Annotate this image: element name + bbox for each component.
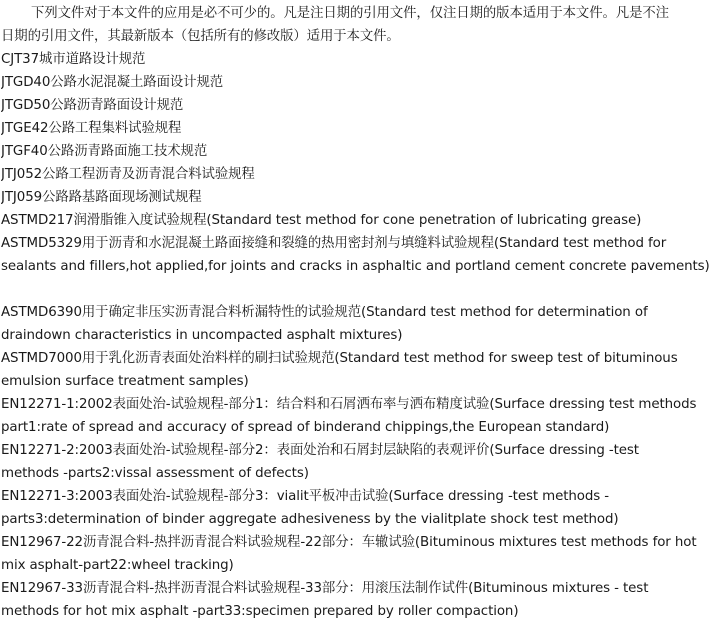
reference-line: methods -parts2:vissal assessment of defects)	[1, 466, 309, 481]
reference-line: JTGF40公路沥青路面施工技术规范	[1, 144, 208, 159]
reference-line: EN12967-33沥青混合料-热拌沥青混合料试验规程-33部分：用滚压法制作试件(Bituminous mixtures - test	[1, 581, 649, 596]
reference-line: ASTMD5329用于沥青和水泥混凝土路面接缝和裂缝的热用密封剂与填缝料试验规程(Standard test method for	[1, 236, 667, 251]
reference-line: JTGE42公路工程集料试验规程	[1, 121, 182, 136]
reference-line: ASTMD7000用于乳化沥青表面处治料样的刷扫试验规范(Standard test method for sweep test of bituminous	[1, 351, 678, 366]
intro-line-1: 下列文件对于本文件的应用是必不可少的。凡是注日期的引用文件，仅注日期的版本适用于本文件。凡是不注	[31, 6, 669, 21]
reference-line: EN12271-1:2002表面处治-试验规程-部分1：结合料和石屑洒布率与洒布精度试验(Surface dressing test methods	[1, 397, 697, 412]
reference-line: sealants and fillers,hot applied,for joints and cracks in asphaltic and portland cement concrete pavements)	[1, 259, 710, 274]
reference-line: JTJ052公路工程沥青及沥青混合料试验规程	[1, 167, 255, 182]
reference-line: emulsion surface treatment samples)	[1, 374, 249, 389]
reference-line: EN12271-3:2003表面处治-试验规程-部分3：vialit平板冲击试验(Surface dressing -test methods -	[1, 489, 610, 504]
reference-line: ASTMD217润滑脂锥入度试验规程(Standard test method for cone penetration of lubricating grease)	[1, 213, 642, 228]
reference-line: ASTMD6390用于确定非压实沥青混合料析漏特性的试验规范(Standard test method for determination of	[1, 305, 648, 320]
reference-line: CJT37城市道路设计规范	[1, 52, 146, 67]
reference-line: JTJ059公路路基路面现场测试规程	[1, 190, 202, 205]
reference-line: JTGD50公路沥青路面设计规范	[1, 98, 184, 113]
reference-line: EN12271-2:2003表面处治-试验规程-部分2：表面处治和石屑封层缺陷的表观评价(Surface dressing -test	[1, 443, 639, 458]
reference-line: draindown characteristics in uncompacted asphalt mixtures)	[1, 328, 403, 343]
blank-line	[1, 278, 719, 301]
reference-line: mix asphalt-part22:wheel tracking)	[1, 558, 234, 573]
intro-line-2: 日期的引用文件，其最新版本（包括所有的修改版）适用于本文件。	[1, 29, 400, 44]
reference-line: methods for hot mix asphalt -part33:specimen prepared by roller compaction)	[1, 604, 519, 619]
reference-line: EN12967-22沥青混合料-热拌沥青混合料试验规程-22部分：车辙试验(Bituminous mixtures test methods for hot	[1, 535, 697, 550]
reference-line: JTGD40公路水泥混凝土路面设计规范	[1, 75, 224, 90]
reference-line: part1:rate of spread and accuracy of spread of binderand chippings,the European standard)	[1, 420, 610, 435]
reference-line: parts3:determination of binder aggregate adhesiveness by the vialitplate shock test method)	[1, 512, 619, 527]
